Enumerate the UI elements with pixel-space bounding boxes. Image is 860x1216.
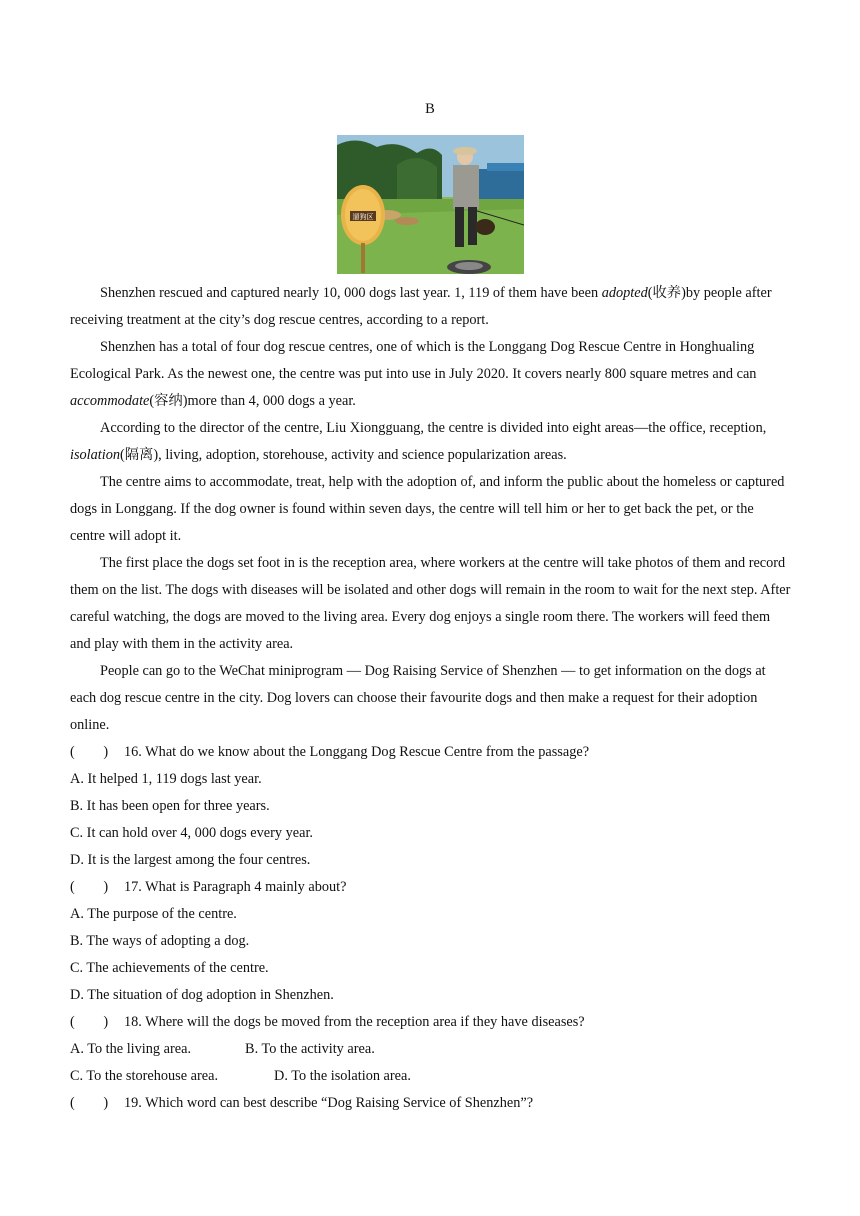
paragraph-1-text-b: by people after receiving treatment at the city’s dog rescue centres, according to a report. <box>70 285 772 328</box>
paragraph-3-text-b: , living, adoption, storehouse, activity and science popularization areas. <box>158 447 567 463</box>
paragraph-1-text-a: Shenzhen rescued and captured nearly 10, 000 dogs last year. 1, 119 of them have been <box>100 285 602 301</box>
paragraph-1-gloss: (收养) <box>647 285 686 301</box>
paragraph-2-text-b: more than 4, 000 dogs a year. <box>187 393 356 409</box>
question-stem: 17. What is Paragraph 4 mainly about? <box>124 879 347 895</box>
option-d: D. To the isolation area. <box>274 1068 411 1084</box>
option-a: A. The purpose of the centre. <box>70 906 237 922</box>
question-stem: 16. What do we know about the Longgang Dog Rescue Centre from the passage? <box>124 744 590 760</box>
photo-illustration <box>337 135 524 274</box>
option-b: B. The ways of adopting a dog. <box>70 933 250 949</box>
question-18 <box>70 1009 792 1036</box>
paragraph-2-term: accommodate <box>70 393 150 409</box>
paragraph-3-text-a: According to the director of the centre, Liu Xiongguang, the centre is divided into eight areas—the office, reception, <box>100 420 767 436</box>
option-c: C. It can hold over 4, 000 dogs every year. <box>70 825 313 841</box>
sign-text: 遛狗区 <box>352 213 374 221</box>
paragraph-3-gloss: (隔离) <box>120 447 159 463</box>
answer-blank[interactable]: ( ) <box>70 1014 109 1030</box>
paragraph-3 <box>70 415 792 469</box>
paragraph-1-term: adopted <box>601 285 648 301</box>
paragraph-1 <box>70 280 792 334</box>
option-d: D. The situation of dog adoption in Shenzhen. <box>70 987 334 1003</box>
answer-blank[interactable]: ( ) <box>70 879 109 895</box>
paragraph-4: The centre aims to accommodate, treat, help with the adoption of, and inform the public about the homeless or captured dogs in Longgang. If the dog owner is found within seven days, the centre will tell him or her to get back the pet, or the centre will adopt it. <box>70 474 785 544</box>
paragraph-2 <box>70 334 792 415</box>
options-row-cd <box>70 1063 792 1090</box>
question-16 <box>70 739 792 766</box>
answer-blank[interactable]: ( ) <box>70 1095 109 1111</box>
options-row-ab <box>70 1036 792 1063</box>
option-c: C. To the storehouse area. <box>70 1068 219 1084</box>
question-17 <box>70 874 792 901</box>
option-a: A. It helped 1, 119 dogs last year. <box>70 771 262 787</box>
passage-photo <box>337 135 524 274</box>
paragraph-2-text-a: Shenzhen has a total of four dog rescue centres, one of which is the Longgang Dog Rescue Centre in Honghualing Ecological Park. As the newest one, the centre was put into use in July 2020. It covers nearly 800 square metres and can <box>70 339 757 382</box>
option-b: B. It has been open for three years. <box>70 798 270 814</box>
section-title: B <box>425 101 435 117</box>
question-stem: 19. Which word can best describe “Dog Raising Service of Shenzhen”? <box>124 1095 534 1111</box>
option-a: A. To the living area. <box>70 1041 192 1057</box>
option-d: D. It is the largest among the four centres. <box>70 852 311 868</box>
answer-blank[interactable]: ( ) <box>70 744 109 760</box>
paragraph-3-term: isolation <box>70 447 121 463</box>
question-19 <box>70 1090 792 1117</box>
paragraph-6: People can go to the WeChat miniprogram — Dog Raising Service of Shenzhen — to get information on the dogs at each dog rescue centre in the city. Dog lovers can choose their favourite dogs and then make a request for their adoption online. <box>70 663 766 733</box>
question-stem: 18. Where will the dogs be moved from the reception area if they have diseases? <box>124 1014 585 1030</box>
option-b: B. To the activity area. <box>245 1041 375 1057</box>
paragraph-2-gloss: (容纳) <box>149 393 188 409</box>
passage-and-questions <box>70 280 792 1117</box>
option-c: C. The achievements of the centre. <box>70 960 269 976</box>
paragraph-5: The first place the dogs set foot in is the reception area, where workers at the centre will take photos of them and record them on the list. The dogs with diseases will be isolated and other dogs will remain in the room to wait for the next step. After careful watching, the dogs are moved to the living area. Every dog enjoys a single room there. The workers will feed them and play with them in the activity area. <box>70 555 791 652</box>
